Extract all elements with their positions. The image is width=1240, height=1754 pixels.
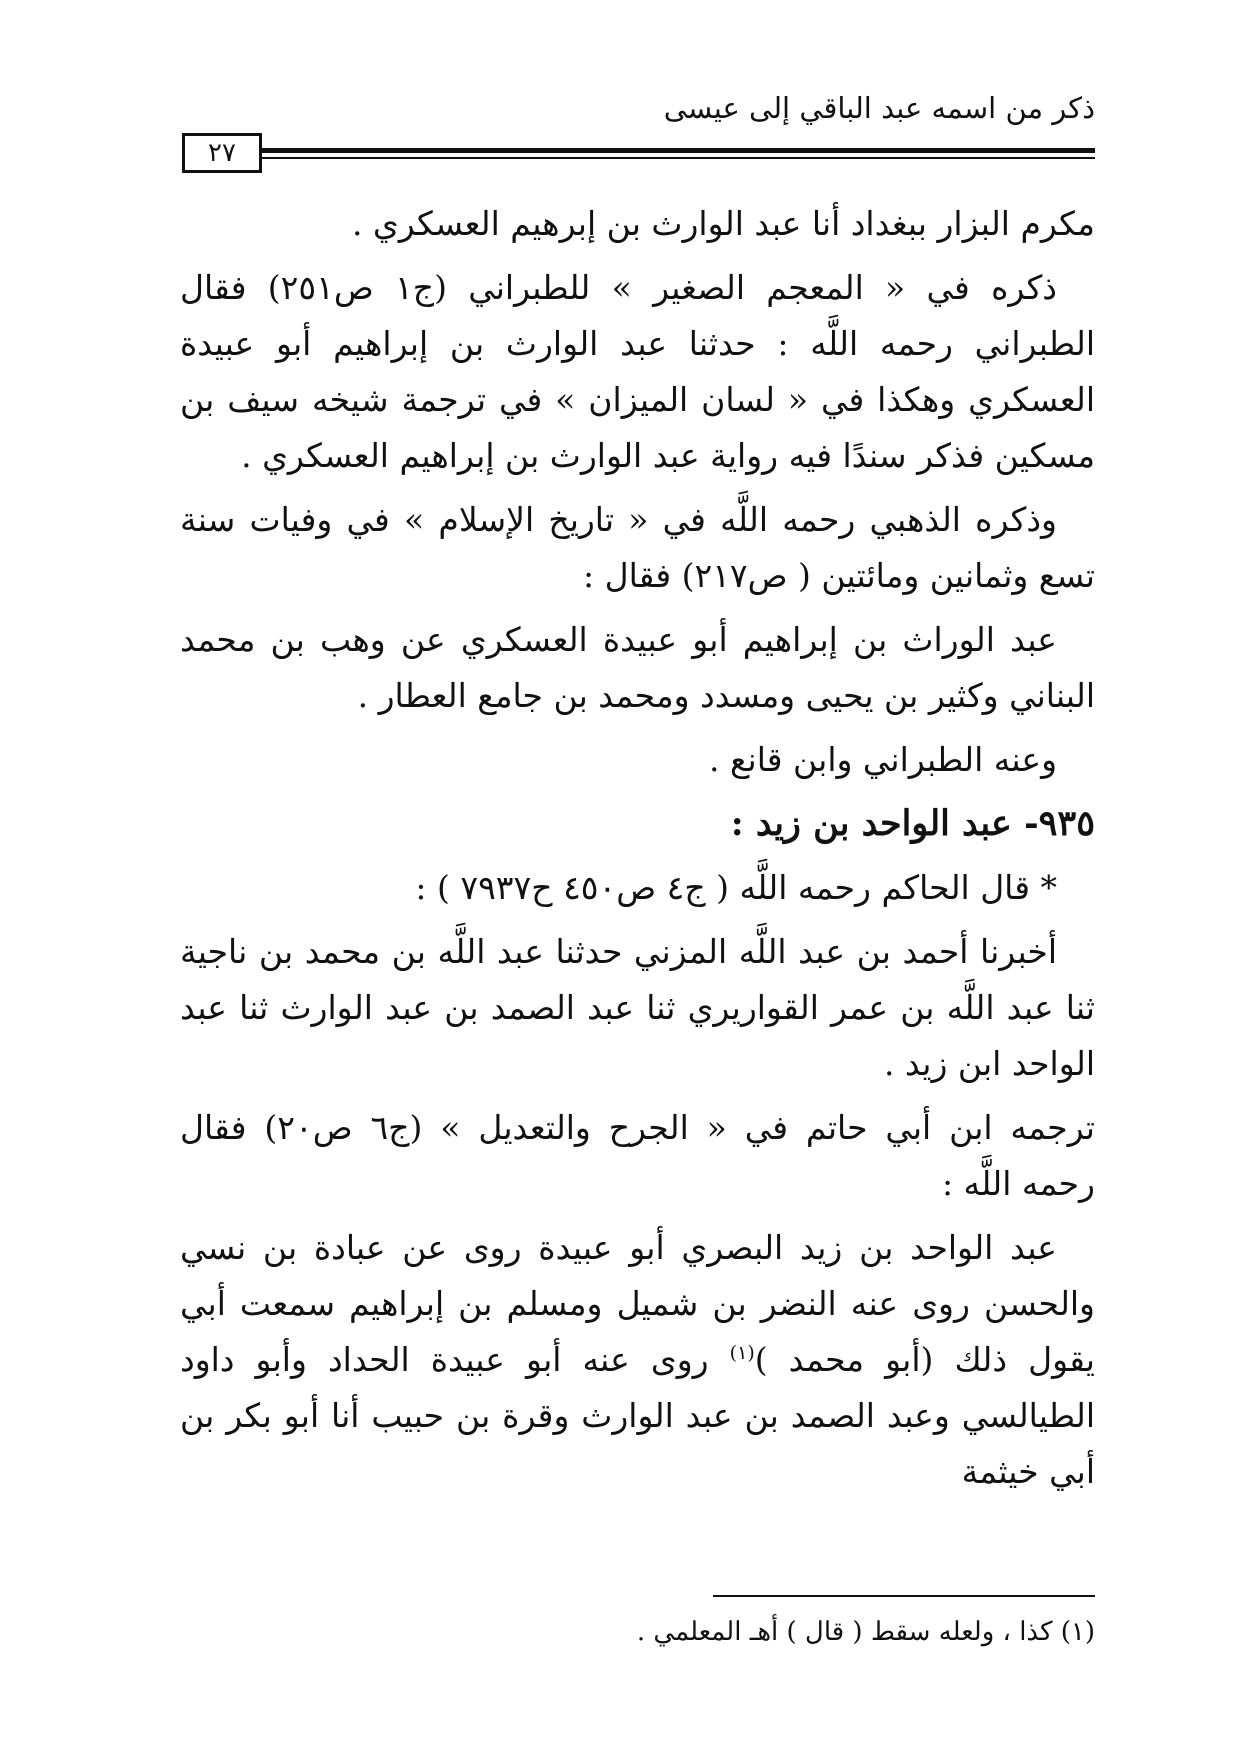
paragraph-8: ترجمه ابن أبي حاتم في « الجرح والتعديل » (ج٦ ص٢٠) فقال رحمه اللَّه : xyxy=(180,1108,1095,1203)
header-rule-thick xyxy=(262,148,1095,153)
paragraph-9 xyxy=(180,1220,1095,1500)
paragraph-9-start: عبد الواحد بن زيد البصري أبو عبيدة روى عن عبادة بن نسي والحسن روى عنه النضر بن شميل ومسلم بن إبراهيم سمعت أبي يقول ذلك (أبو محمد ) xyxy=(180,1228,1095,1379)
entry-name: عبد الواحد بن زيد : xyxy=(730,803,1012,844)
paragraph-6: * قال الحاكم رحمه اللَّه ( ج٤ ص٤٥٠ ح٧٩٣٧ ) : xyxy=(415,868,1057,907)
paragraph-7: أخبرنا أحمد بن عبد اللَّه المزني حدثنا عبد اللَّه بن محمد بن ناجية ثنا عبد اللَّه بن عمر القواريري ثنا عبد الصمد بن عبد الوارث ثنا عبد الواحد ابن زيد . xyxy=(180,932,1095,1083)
paragraph-4: عبد الوراث بن إبراهيم أبو عبيدة العسكري عن وهب بن محمد البناني وكثير بن يحيى ومسدد ومحمد بن جامع العطار . xyxy=(180,620,1095,715)
entry-heading xyxy=(180,796,1095,852)
paragraph-9-end: روى عنه أبو عبيدة الحداد وأبو داود الطيالسي وعبد الصمد بن عبد الوارث وقرة بن حبيب أنا أبو بكر بن أبي خيثمة xyxy=(180,1340,1095,1491)
paragraph-3: وذكره الذهبي رحمه اللَّه في « تاريخ الإسلام » في وفيات سنة تسع وثمانين ومائتين ( ص٢١٧) فقال : xyxy=(180,500,1095,595)
main-text xyxy=(180,196,1095,1500)
header-rule-thin xyxy=(262,157,1095,159)
footnote: (١) كذا ، ولعله سقط ( قال ) أهـ المعلمي . xyxy=(636,1617,1095,1647)
footnote-marker[interactable]: (١) xyxy=(729,1342,755,1364)
page-number: ٢٧ xyxy=(208,138,236,168)
paragraph-2: ذكره في « المعجم الصغير » للطبراني (ج١ ص٢٥١) فقال الطبراني رحمه اللَّه : حدثنا عبد الوارث بن إبراهيم أبو عبيدة العسكري وهكذا في « لسان الميزان » في ترجمة شيخه سيف بن مسكين فذكر سندًا فيه رواية عبد الوارث بن إبراهيم العسكري . xyxy=(180,268,1095,475)
paragraph-1: مكرم البزار ببغداد أنا عبد الوارث بن إبرهيم العسكري . xyxy=(351,204,1095,243)
paragraph-5: وعنه الطبراني وابن قانع . xyxy=(708,740,1057,779)
page-number-box xyxy=(182,133,262,173)
entry-number: ٩٣٥- xyxy=(1024,803,1095,844)
footnote-rule xyxy=(713,1595,1095,1597)
running-header-title: ذكر من اسمه عبد الباقي إلى عيسى xyxy=(663,91,1095,125)
